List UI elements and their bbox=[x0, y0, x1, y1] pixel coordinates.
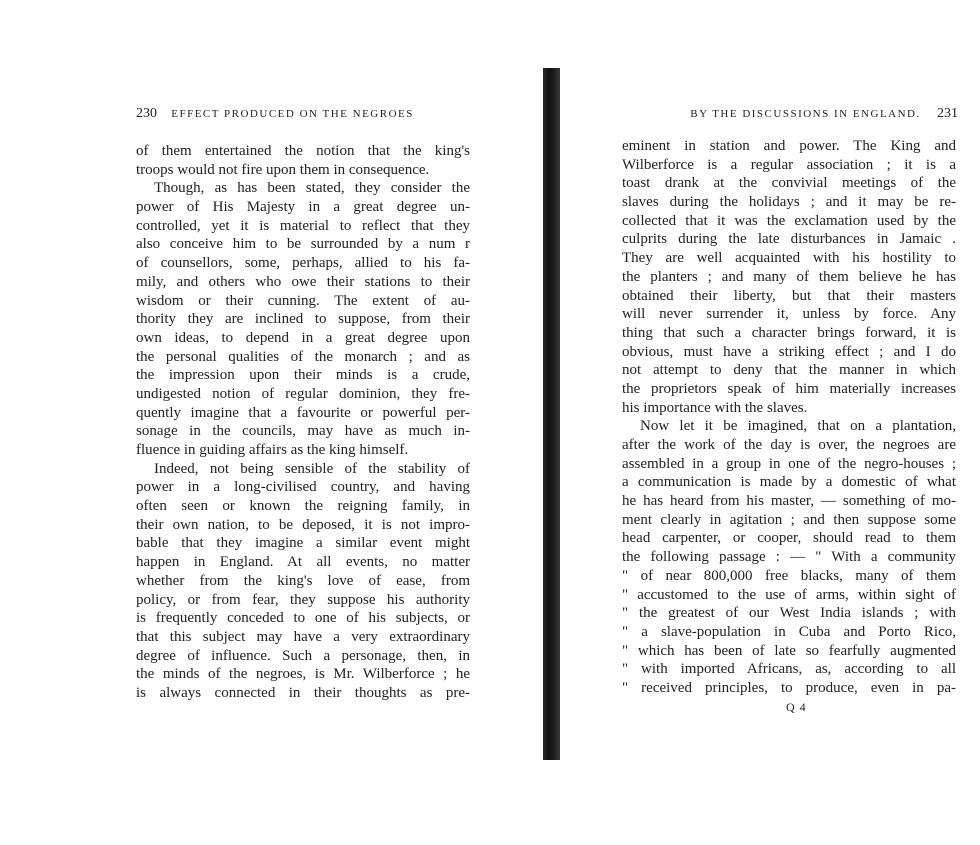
text-line: mily, and others who owe their stations to their bbox=[136, 273, 470, 290]
text-line: the proprietors speak of him materially increases bbox=[622, 380, 956, 397]
left-page-number: 230 bbox=[136, 106, 157, 121]
text-line: also conceive him to be surrounded by a num r bbox=[136, 236, 470, 253]
right-page bbox=[560, 0, 980, 845]
text-line: Though, as has been stated, they consider the bbox=[154, 180, 470, 197]
text-line: that this subject may have a very extraordinary bbox=[136, 628, 470, 645]
text-line: culprits during the late disturbances in Jamaic . bbox=[622, 231, 956, 248]
text-line: toast drank at the convivial meetings of the bbox=[622, 175, 956, 192]
text-line: the following passage : — " With a community bbox=[622, 549, 956, 566]
text-line: obtained their liberty, but that their masters bbox=[622, 287, 956, 304]
text-line: troops would not fire upon them in consequence. bbox=[136, 161, 430, 178]
text-line: thing that such a character brings forward, it is bbox=[622, 324, 956, 341]
text-line: the impression upon their minds is a crude, bbox=[136, 367, 470, 384]
text-line: the minds of the negroes, is Mr. Wilberforce ; he bbox=[136, 666, 470, 683]
text-line: he has heard from his master, — something of mo- bbox=[622, 493, 956, 510]
right-running-title: BY THE DISCUSSIONS IN ENGLAND. bbox=[690, 108, 921, 120]
text-line: is frequently conceded to one of his subjects, or bbox=[136, 610, 470, 627]
text-line: thority they are inclined to suppose, from their bbox=[136, 311, 470, 328]
text-line: undigested notion of regular dominion, they fre- bbox=[136, 385, 470, 402]
left-running-head bbox=[136, 106, 472, 130]
text-line: the planters ; and many of them believe he has bbox=[622, 268, 956, 285]
right-running-head bbox=[668, 106, 958, 130]
text-line: sonage in the councils, may have as much in- bbox=[136, 423, 470, 440]
text-line: happen in England. At all events, no matter bbox=[136, 554, 470, 571]
text-line: will never surrender it, unless by force. Any bbox=[622, 306, 956, 323]
text-line: own ideas, to depend in a great degree upon bbox=[136, 329, 470, 346]
text-line: fluence in guiding affairs as the king himself. bbox=[136, 442, 409, 458]
text-line: controlled, yet it is material to reflect that they bbox=[136, 217, 470, 234]
signature-mark: Q 4 bbox=[786, 700, 807, 714]
text-line: Wilberforce is a regular association ; it is a bbox=[622, 156, 956, 173]
text-line: policy, or from fear, they suppose his authority bbox=[136, 591, 470, 608]
right-body-text bbox=[622, 137, 956, 698]
text-line: of counsellors, some, perhaps, allied to his fa- bbox=[136, 255, 470, 272]
left-body-text bbox=[136, 142, 470, 703]
text-line: obvious, must have a striking effect ; and I do bbox=[622, 343, 956, 360]
text-line: " accustomed to the use of arms, within sight of bbox=[622, 586, 956, 603]
text-line: bable that they imagine a similar event might bbox=[136, 535, 470, 552]
left-running-title: EFFECT PRODUCED ON THE NEGROES bbox=[171, 108, 414, 120]
text-line: ment clearly in agitation ; and then suppose some bbox=[622, 511, 956, 528]
right-page-number: 231 bbox=[937, 106, 958, 121]
text-line: quently imagine that a favourite or powerful per- bbox=[136, 404, 470, 421]
text-line: " with imported Africans, as, according to all bbox=[622, 661, 956, 678]
text-line: the personal qualities of the monarch ; and as bbox=[136, 348, 470, 365]
text-line: collected that it was the exclamation used by the bbox=[622, 212, 956, 229]
text-line: slaves during the holidays ; and it may be re- bbox=[622, 194, 956, 211]
text-line: often seen or known the reigning family, in bbox=[136, 498, 470, 515]
text-line: eminent in station and power. The King and bbox=[622, 138, 956, 154]
text-line: after the work of the day is over, the negroes are bbox=[622, 437, 956, 453]
text-line: Now let it be imagined, that on a plantation, bbox=[640, 418, 956, 435]
text-line: power in a long-civilised country, and having bbox=[136, 479, 470, 496]
text-line: not attempt to deny that the manner in which bbox=[622, 362, 956, 379]
text-line: " the greatest of our West India islands ; with bbox=[622, 605, 956, 622]
book-gutter bbox=[543, 68, 560, 760]
text-line: of them entertained the notion that the king's bbox=[136, 143, 470, 159]
text-line: power of His Majesty in a great degree un- bbox=[136, 199, 470, 216]
text-line: degree of influence. Such a personage, then, in bbox=[136, 647, 470, 664]
text-line: is always connected in their thoughts as pre- bbox=[136, 684, 470, 701]
text-line: " a slave-population in Cuba and Porto Rico, bbox=[622, 623, 956, 640]
text-line: " of near 800,000 free blacks, many of them bbox=[622, 567, 956, 584]
text-line: They are well acquainted with his hostility to bbox=[622, 250, 956, 267]
text-line: whether from the king's love of ease, from bbox=[136, 572, 470, 589]
text-line: wisdom or their cunning. The extent of au- bbox=[136, 292, 470, 309]
text-line: their own nation, to be deposed, it is not impro- bbox=[136, 516, 470, 533]
text-line: his importance with the slaves. bbox=[622, 399, 808, 416]
text-line: head carpenter, or cooper, should read to them bbox=[622, 530, 956, 547]
text-line: " which has been of late so fearfully augmented bbox=[622, 642, 956, 659]
text-line: " received principles, to produce, even in pa- bbox=[622, 679, 956, 696]
text-line: a communication is made by a domestic of what bbox=[622, 474, 956, 491]
text-line: Indeed, not being sensible of the stability of bbox=[154, 460, 470, 477]
text-line: assembled in a group in one of the negro-houses ; bbox=[622, 455, 956, 472]
